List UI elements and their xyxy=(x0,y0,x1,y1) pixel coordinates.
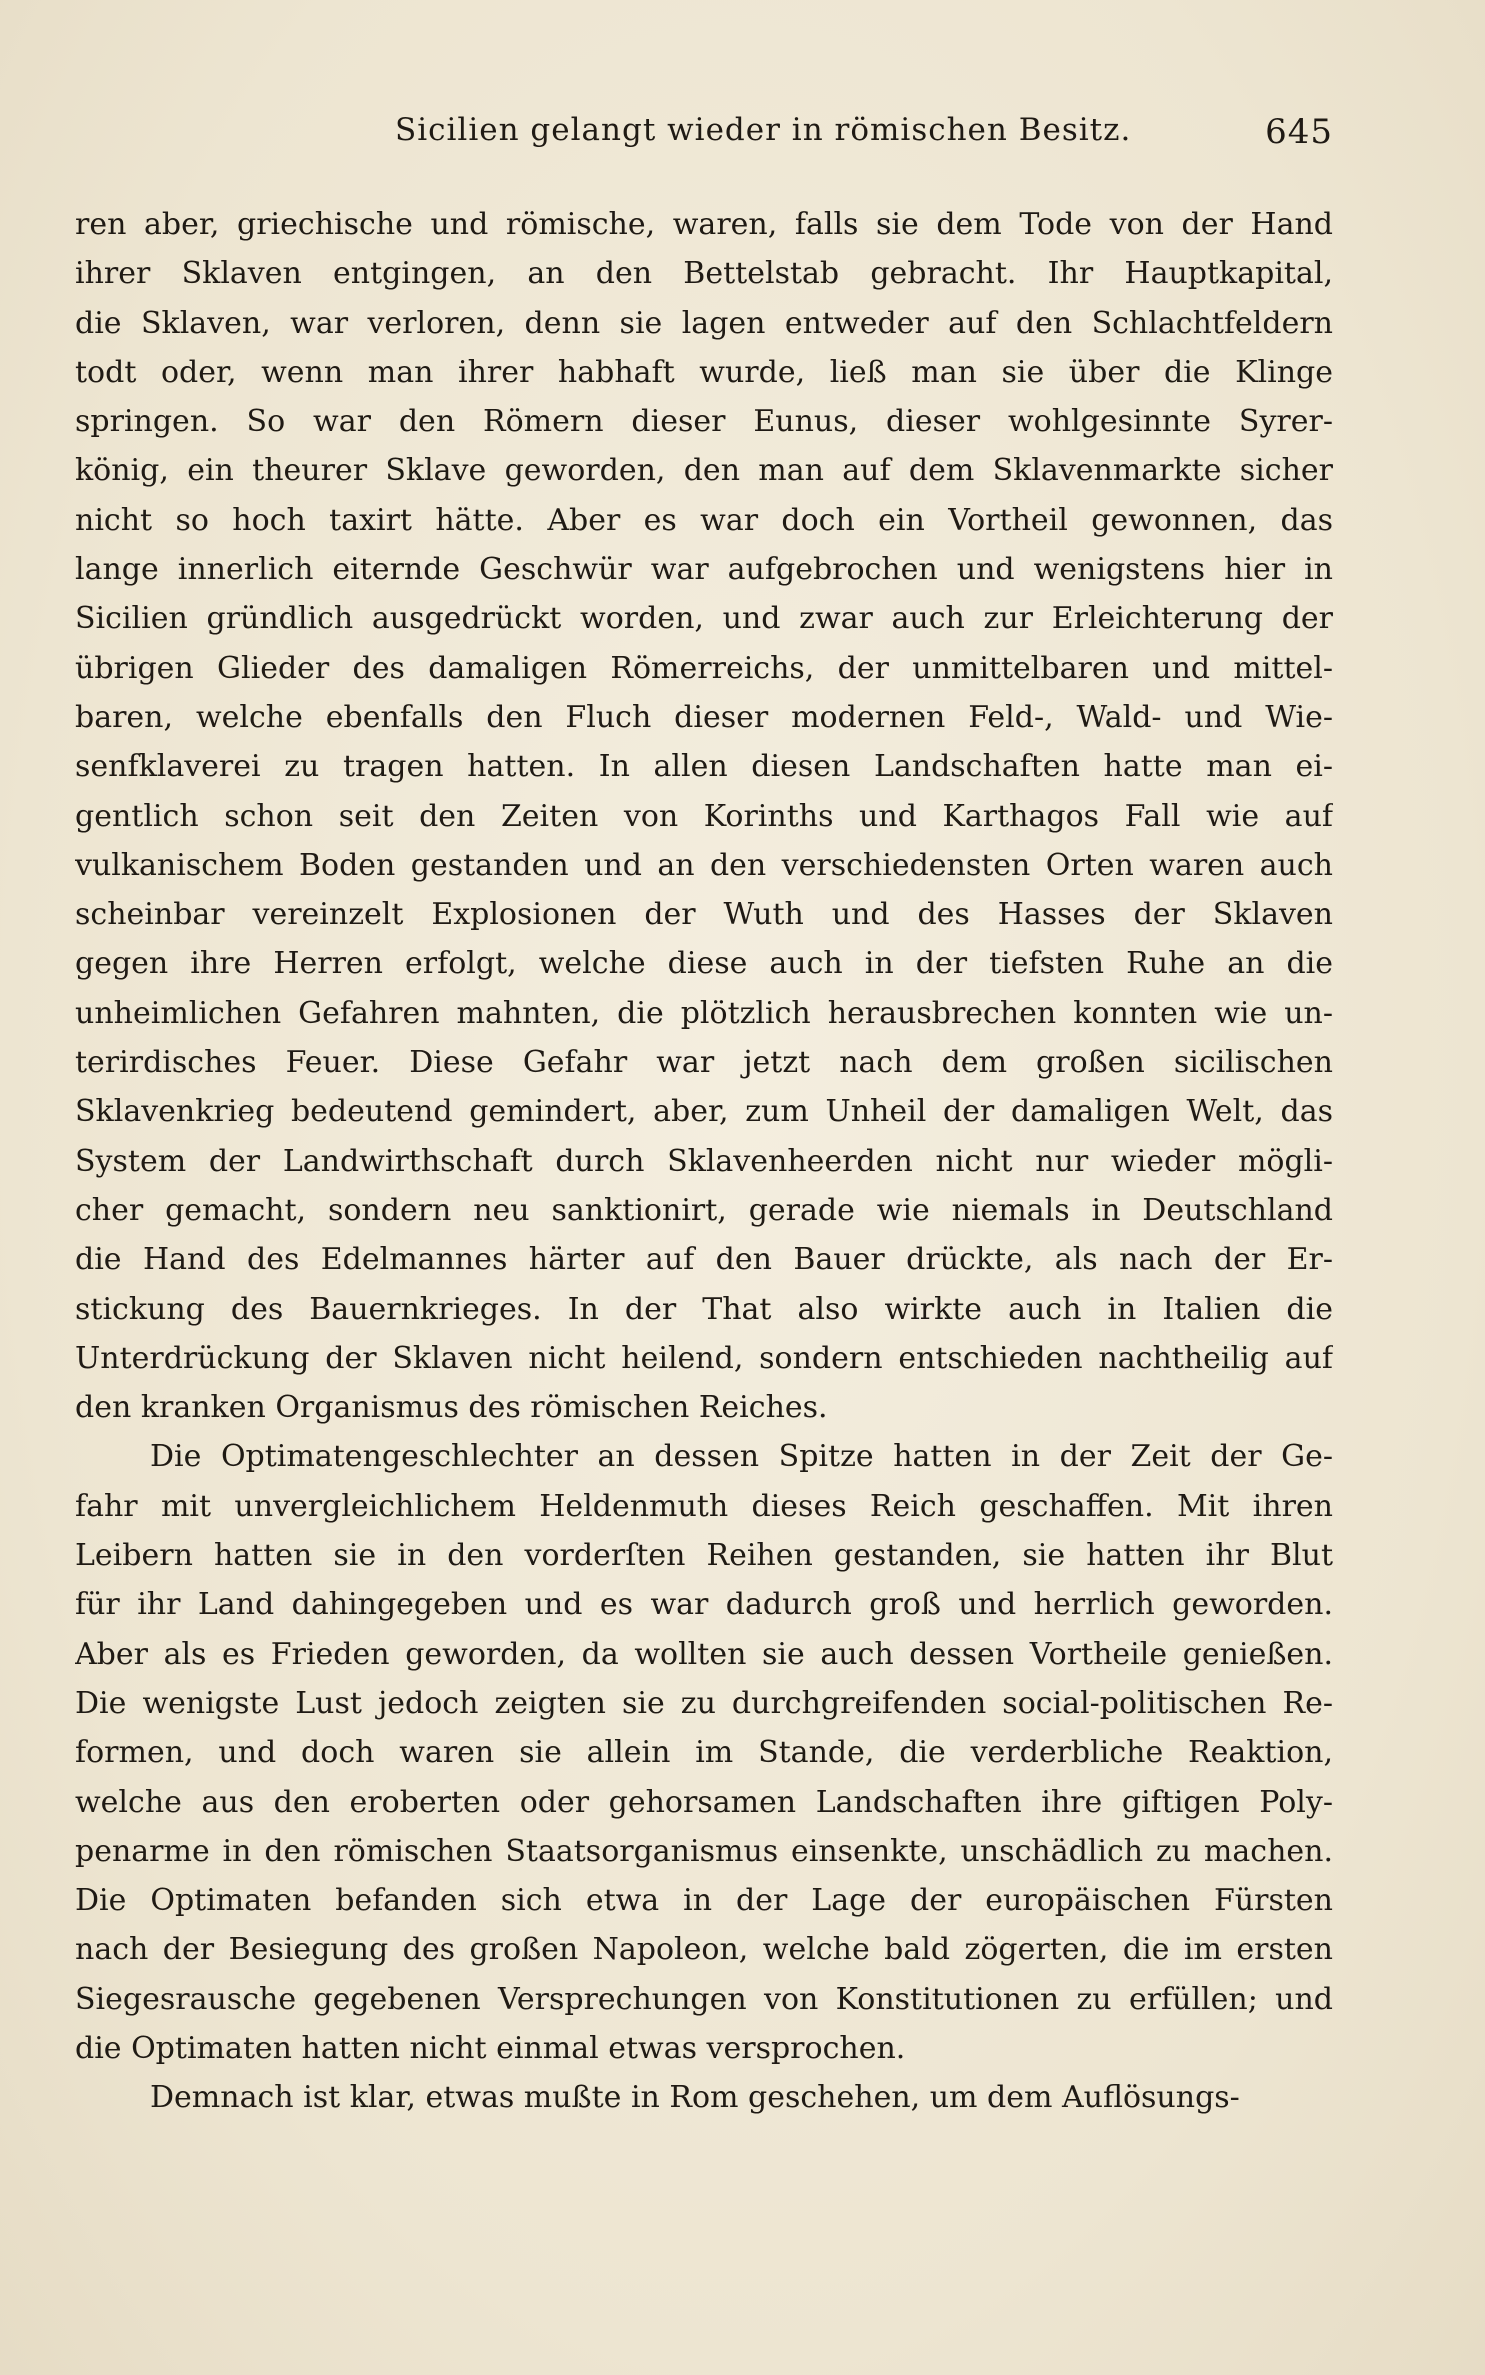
text-line: die Sklaven, war verloren, denn sie lagen entweder auf den Schlachtfeldern xyxy=(75,305,1333,341)
text-line: gegen ihre Herren erfolgt, welche diese auch in der tiefsten Ruhe an die xyxy=(75,946,1333,982)
text-line: Sklavenkrieg bedeutend gemindert, aber, zum Unheil der damaligen Welt, das xyxy=(75,1094,1333,1130)
text-line: springen. So war den Römern dieser Eunus, dieser wohlgesinnte Syrer- xyxy=(75,404,1333,440)
text-line: todt oder, wenn man ihrer habhaft wurde, ließ man sie über die Klinge xyxy=(75,354,1333,390)
text-line: übrigen Glieder des damaligen Römerreichs, der unmittelbaren und mittel- xyxy=(75,650,1333,686)
text-line: den kranken Organismus des römischen Reiches. xyxy=(75,1390,828,1426)
text-line: Die Optimaten befanden sich etwa in der Lage der europäischen Fürsten xyxy=(75,1883,1333,1919)
paragraph xyxy=(75,200,1333,1432)
text-line: Die Optimatengeschlechter an dessen Spitze hatten in der Zeit der Ge- xyxy=(150,1439,1333,1475)
text-line: für ihr Land dahingegeben und es war dadurch groß und herrlich geworden. xyxy=(75,1587,1333,1623)
text-line: System der Landwirthschaft durch Sklavenheerden nicht nur wieder mögli- xyxy=(75,1143,1333,1179)
text-line: Demnach ist klar, etwas mußte in Rom geschehen, um dem Auflösungs- xyxy=(150,2080,1240,2116)
text-line: senfklaverei zu tragen hatten. In allen diesen Landschaften hatte man ei- xyxy=(75,749,1333,785)
text-line: Unterdrückung der Sklaven nicht heilend, sondern entschieden nachtheilig auf xyxy=(75,1340,1333,1376)
text-line: Leibern hatten sie in den vorderſten Reihen gestanden, sie hatten ihr Blut xyxy=(75,1538,1333,1574)
page-number: 645 xyxy=(1265,112,1333,152)
body-text xyxy=(75,200,1333,2123)
text-line: welche aus den eroberten oder gehorsamen Landschaften ihre giftigen Poly- xyxy=(75,1784,1333,1820)
text-line: die Optimaten hatten nicht einmal etwas versprochen. xyxy=(75,2030,906,2066)
text-line: stickung des Bauernkrieges. In der That also wirkte auch in Italien die xyxy=(75,1291,1333,1327)
text-line: könig, ein theurer Sklave geworden, den man auf dem Sklavenmarkte sicher xyxy=(75,453,1333,489)
text-line: unheimlichen Gefahren mahnten, die plötzlich herausbrechen konnten wie un- xyxy=(75,995,1333,1031)
text-line: scheinbar vereinzelt Explosionen der Wuth und des Hasses der Sklaven xyxy=(75,897,1333,933)
text-line: Siegesrausche gegebenen Versprechungen von Konstitutionen zu erfüllen; und xyxy=(75,1981,1333,2017)
text-line: vulkanischem Boden gestanden und an den verschiedensten Orten waren auch xyxy=(75,847,1333,883)
text-line: nach der Besiegung des großen Napoleon, welche bald zögerten, die im ersten xyxy=(75,1932,1333,1968)
running-title: Sicilien gelangt wieder in römischen Besitz. xyxy=(395,112,1132,148)
text-line: baren, welche ebenfalls den Fluch dieser modernen Feld-, Wald- und Wie- xyxy=(75,699,1333,735)
text-line: Sicilien gründlich ausgedrückt worden, und zwar auch zur Erleichterung der xyxy=(75,601,1333,637)
page-header xyxy=(75,112,1333,162)
text-line: Die wenigste Lust jedoch zeigten sie zu durchgreifenden social-politischen Re- xyxy=(75,1685,1333,1721)
text-line: penarme in den römischen Staatsorganismus einsenkte, unschädlich zu machen. xyxy=(75,1833,1333,1869)
text-line: ren aber, griechische und römische, waren, falls sie dem Tode von der Hand xyxy=(75,207,1333,242)
text-line: fahr mit unvergleichlichem Heldenmuth dieses Reich geschaffen. Mit ihren xyxy=(75,1488,1333,1524)
text-line: nicht so hoch taxirt hätte. Aber es war doch ein Vortheil gewonnen, das xyxy=(75,502,1333,538)
text-line: cher gemacht, sondern neu sanktionirt, gerade wie niemals in Deutschland xyxy=(75,1192,1333,1228)
text-line: terirdisches Feuer. Diese Gefahr war jetzt nach dem großen sicilischen xyxy=(75,1045,1333,1081)
text-line: gentlich schon seit den Zeiten von Korinths und Karthagos Fall wie auf xyxy=(75,798,1333,834)
text-line: Aber als es Frieden geworden, da wollten sie auch dessen Vortheile genießen. xyxy=(75,1636,1333,1672)
paragraph xyxy=(75,2073,1333,2122)
paragraph xyxy=(75,1432,1333,2073)
text-line: formen, und doch waren sie allein im Stande, die verderbliche Reaktion, xyxy=(75,1735,1333,1771)
text-line: ihrer Sklaven entgingen, an den Bettelstab gebracht. Ihr Hauptkapital, xyxy=(75,256,1333,292)
text-line: lange innerlich eiternde Geschwür war aufgebrochen und wenigstens hier in xyxy=(75,552,1333,588)
text-line: die Hand des Edelmannes härter auf den Bauer drückte, als nach der Er- xyxy=(75,1242,1333,1278)
